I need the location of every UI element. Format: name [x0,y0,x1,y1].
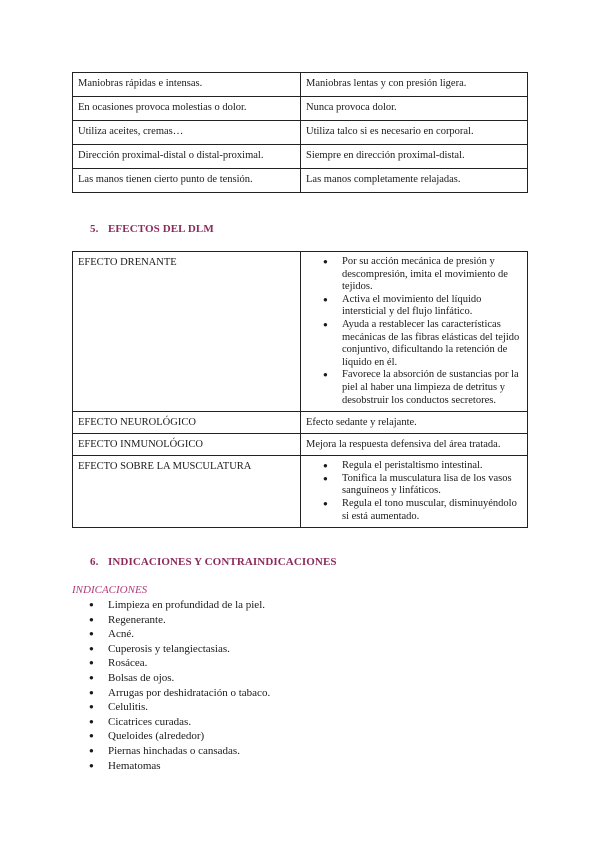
table-cell: Siempre en dirección proximal-distal. [301,145,528,169]
effect-label: EFECTO DRENANTE [73,252,301,412]
effect-label: EFECTO INMUNOLÓGICO [73,434,301,456]
list-item: ● Regenerante. [108,613,270,628]
effect-list [306,256,522,407]
list-item: ● Activa el movimiento del líquido intersticial y del flujo linfático. [342,294,522,319]
section-number: 6. [90,556,99,568]
table-cell: Nunca provoca dolor. [301,97,528,121]
table-row [73,434,528,456]
list-item: ● Regula el tono muscular, disminuyéndolo si está aumentado. [342,498,522,523]
table-cell: Dirección proximal-distal o distal-proximal. [73,145,301,169]
list-item: ● Piernas hinchadas o cansadas. [108,744,270,759]
list-item: ● Favorece la absorción de sustancias por la piel al haber una limpieza de detritus y desobstruir los conductos secretores. [342,369,522,407]
table-cell: Maniobras rápidas e intensas. [73,73,301,97]
table-cell: Utiliza talco si es necesario en corporal. [301,121,528,145]
table-cell: Utiliza aceites, cremas… [73,121,301,145]
list-item: ● Rosácea. [108,656,270,671]
effect-label: EFECTO SOBRE LA MUSCULATURA [73,456,301,528]
list-item: ● Tonifica la musculatura lisa de los vasos sanguíneos y linfáticos. [342,473,522,498]
list-item: ● Por su acción mecánica de presión y descompresión, imita el movimiento de tejidos. [342,256,522,294]
section-title: INDICACIONES Y CONTRAINDICACIONES [108,556,337,568]
section-number: 5. [90,223,99,235]
table-cell: En ocasiones provoca molestias o dolor. [73,97,301,121]
list-item: ● Acné. [108,627,270,642]
table-cell: Maniobras lentas y con presión ligera. [301,73,528,97]
section-title: EFECTOS DEL DLM [108,223,214,235]
list-item: ● Celulitis. [108,700,270,715]
table-row [73,252,528,412]
list-item: ● Ayuda a restablecer las características mecánicas de las fibras elásticas del tejido conjuntivo, dificultando la retención de líquido en él. [342,319,522,369]
effect-description [301,456,528,528]
table-row [73,97,528,121]
effect-label: EFECTO NEUROLÓGICO [73,412,301,434]
table-row [73,169,528,193]
table-row [73,456,528,528]
effect-description: Efecto sedante y relajante. [301,412,528,434]
section-heading-indications [90,556,337,568]
table-row [73,73,528,97]
list-item: ● Arrugas por deshidratación o tabaco. [108,686,270,701]
list-item: ● Queloides (alrededor) [108,729,270,744]
list-item: ● Cuperosis y telangiectasias. [108,642,270,657]
table-row [73,145,528,169]
list-item: ● Limpieza en profundidad de la piel. [108,598,270,613]
table-row [73,121,528,145]
effects-table [72,251,528,528]
effect-description [301,252,528,412]
table-row [73,412,528,434]
list-item: ● Hematomas [108,759,270,774]
effect-list [306,460,522,523]
subheading-indicaciones: INDICACIONES [72,584,148,596]
list-item: ● Regula el peristaltismo intestinal. [342,460,522,473]
list-item: ● Bolsas de ojos. [108,671,270,686]
table-cell: Las manos completamente relajadas. [301,169,528,193]
section-heading-effects [90,223,214,235]
comparison-table [72,72,528,193]
effect-description: Mejora la respuesta defensiva del área tratada. [301,434,528,456]
table-cell: Las manos tienen cierto punto de tensión. [73,169,301,193]
list-item: ● Cicatrices curadas. [108,715,270,730]
indications-list [72,598,270,773]
